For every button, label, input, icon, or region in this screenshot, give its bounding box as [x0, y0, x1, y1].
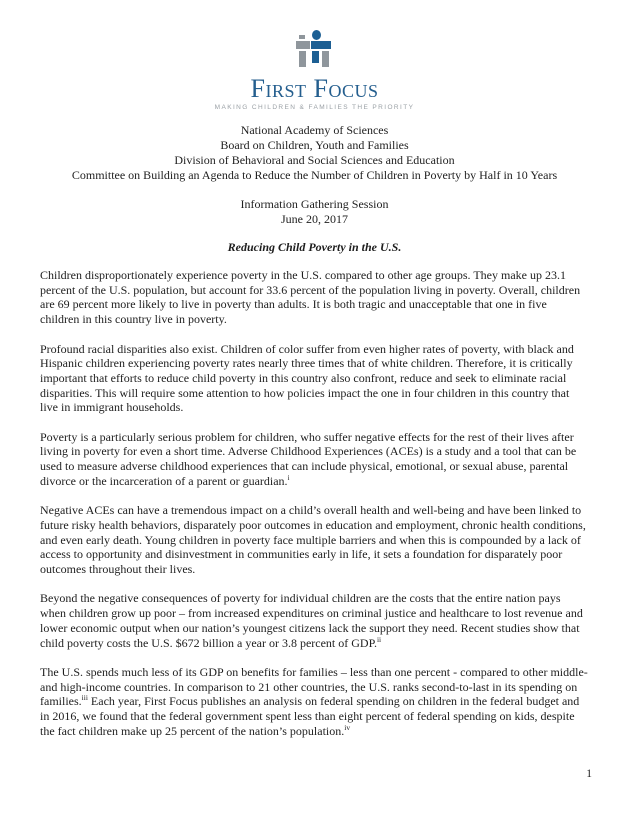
- logo-wordmark: First Focus: [250, 74, 379, 103]
- paragraph-text: Children disproportionately experience poverty in the U.S. compared to other age groups. They make up 23.1 percent of the U.S. population, but account for 33.6 percent of the population living in poverty. Overall, children are 69 percent more likely to live in poverty than adults. It is both tragic and unacceptable that one in five children in this country live in poverty.: [40, 268, 581, 327]
- footnote-ref-iv: iv: [344, 722, 351, 732]
- footnote-ref-ii: ii: [376, 634, 382, 644]
- header-line-board: Board on Children, Youth and Families: [220, 138, 409, 152]
- paragraph-national-costs: [40, 591, 589, 650]
- paragraph-child-poverty-stats: [40, 268, 589, 327]
- paragraph-racial-disparities: [40, 342, 589, 416]
- logo-tagline: MAKING CHILDREN & FAMILIES THE PRIORITY: [214, 104, 415, 111]
- header-line-division: Division of Behavioral and Social Sciences and Education: [174, 153, 455, 167]
- paragraph-gdp-spending: [40, 665, 589, 739]
- footnote-ref-iii: iii: [81, 693, 88, 703]
- session-block: [0, 197, 629, 227]
- page-number: 1: [586, 768, 592, 780]
- document-title: Reducing Child Poverty in the U.S.: [227, 240, 402, 254]
- paragraph-text: Each year, First Focus publishes an analysis on federal spending on children in the federal budget and in 2016, we found that the federal government spent less than eight percent of federal spending on kids, despite the fact children make up 25 percent of the nation’s population.: [40, 694, 580, 738]
- session-date: June 20, 2017: [281, 212, 348, 226]
- first-focus-logo: [0, 0, 629, 111]
- header-line-organization: National Academy of Sciences: [240, 123, 389, 137]
- paragraph-text: Beyond the negative consequences of poverty for individual children are the costs that the entire nation pays when children grow up poor – from increased expenditures on criminal justice and healthcare to lost revenue and lower economic output when our nation’s youngest citizens lack the support they need. Recent studies show that child poverty costs the U.S. $672 billion a year or 3.8 percent of GDP.: [40, 591, 583, 650]
- paragraph-negative-aces: [40, 503, 589, 577]
- paragraph-text: Profound racial disparities also exist. Children of color suffer from even higher rates of poverty, with black and Hispanic children experiencing poverty rates nearly three times that of white children. Therefore, it is critically important that efforts to reduce child poverty in this country also confront, reduce and seek to eliminate racial disparities. This will require some attention to how policies impact the one in four children in this country that live in immigrant households.: [40, 341, 574, 415]
- footnote-ref-i: i: [287, 472, 290, 482]
- adult-child-figures-icon: [295, 30, 335, 76]
- paragraph-text: Poverty is a particularly serious problem for children, who suffer negative effects for the rest of their lives after living in poverty for even a short time. Adverse Childhood Experiences (ACEs) is a study and a tool that can be used to measure adverse childhood experiences that can include physical, emotional, or sexual abuse, parental divorce or the incarceration of a parent or guardian.: [40, 429, 577, 488]
- paragraph-aces: [40, 430, 589, 489]
- document-header: [10, 123, 619, 183]
- document-body: [40, 268, 589, 738]
- header-line-committee: Committee on Building an Agenda to Reduce the Number of Children in Poverty by Half in 10 Years: [71, 168, 558, 182]
- paragraph-text: Negative ACEs can have a tremendous impact on a child’s overall health and well-being and have been linked to future risky health behaviors, disparately poor outcomes in education and employment, chronic health conditions, and even early death. Young children in poverty face multiple barriers and when this is compounded by a lack of access to opportunity and disinvestment in communities early in life, it sets a foundation for disparately poor outcomes throughout their lives.: [40, 503, 586, 577]
- session-name: Information Gathering Session: [240, 197, 389, 211]
- paragraph-text: The U.S. spends much less of its GDP on benefits for families – less than one percent - compared to other middle- and high-income countries. In comparison to 21 other countries, the U.S. ranks second-to-last in its spending on families.: [40, 664, 588, 709]
